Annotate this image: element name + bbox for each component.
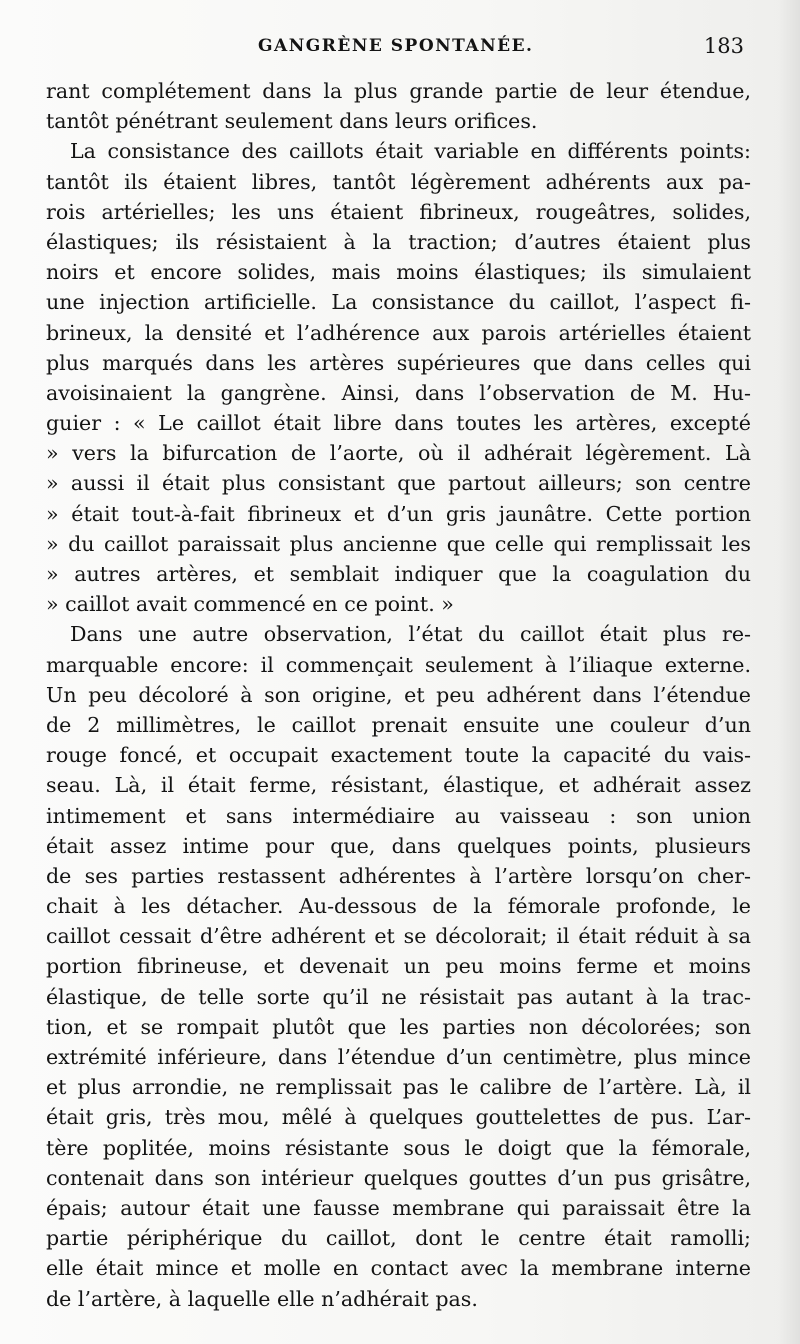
text-line: de l’artère, à laquelle elle n’adhérait pas.	[46, 1286, 478, 1311]
text-line: tantôt ils étaient libres, tantôt légèrement adhérents aux pa-	[46, 169, 751, 194]
text-line: rouge foncé, et occupait exactement toute la capacité du vais-	[46, 743, 751, 768]
page-number: 183	[703, 34, 744, 58]
text-line: de ses parties restassent adhérentes à l’artère lorsqu’on cher-	[46, 863, 751, 888]
page-edge-shadow	[778, 0, 800, 1344]
page-header	[46, 36, 746, 70]
text-line: était gris, très mou, mêlé à quelques gouttelettes de pus. L’ar-	[46, 1105, 751, 1130]
text-line: elle était mince et molle en contact avec la membrane interne	[46, 1256, 751, 1281]
text-line: de 2 millimètres, le caillot prenait ensuite une couleur d’un	[46, 712, 751, 737]
text-line: seau. Là, il était ferme, résistant, élastique, et adhérait assez	[46, 773, 751, 798]
text-line: une injection artificielle. La consistance du caillot, l’aspect fi-	[46, 290, 751, 315]
text-line: Dans une autre observation, l’état du caillot était plus re-	[70, 622, 751, 647]
text-line: avoisinaient la gangrène. Ainsi, dans l’observation de M. Hu-	[46, 380, 751, 405]
text-line: intimement et sans intermédiaire au vaisseau : son union	[46, 803, 751, 828]
text-line: contenait dans son intérieur quelques gouttes d’un pus grisâtre,	[46, 1165, 751, 1190]
text-line: épais; autour était une fausse membrane qui paraissait être la	[46, 1195, 751, 1220]
text-line: Un peu décoloré à son origine, et peu adhérent dans l’étendue	[46, 682, 751, 707]
text-line: tion, et se rompait plutôt que les parties non décolorées; son	[46, 1014, 751, 1039]
text-line: » du caillot paraissait plus ancienne que celle qui remplissait les	[46, 531, 751, 556]
text-line: extrémité inférieure, dans l’étendue d’un centimètre, plus mince	[46, 1045, 751, 1069]
text-line: caillot cessait d’être adhérent et se décolorait; il était réduit à sa	[46, 924, 751, 949]
text-line: était assez intime pour que, dans quelques points, plusieurs	[46, 833, 751, 858]
text-line: brineux, la densité et l’adhérence aux parois artérielles étaient	[46, 320, 751, 345]
text-line: » autres artères, et semblait indiquer que la coagulation du	[46, 562, 751, 586]
text-line: élastique, de telle sorte qu’il ne résistait pas autant à la trac-	[46, 984, 751, 1009]
text-line: et plus arrondie, ne remplissait pas le calibre de l’artère. Là, il	[46, 1075, 751, 1100]
text-line: tère poplitée, moins résistante sous le doigt que la fémorale,	[46, 1135, 751, 1160]
text-line: partie périphérique du caillot, dont le centre était ramolli;	[46, 1226, 751, 1251]
text-line: marquable encore: il commençait seulement à l’iliaque externe.	[46, 652, 751, 677]
text-line: guier : « Le caillot était libre dans toutes les artères, excepté	[46, 411, 751, 436]
text-line: plus marqués dans les artères supérieures que dans celles qui	[46, 350, 751, 375]
text-line: » aussi il était plus consistant que partout ailleurs; son centre	[46, 471, 751, 496]
text-line: noirs et encore solides, mais moins élastiques; ils simulaient	[46, 260, 751, 285]
text-line: chait à les détacher. Au-dessous de la fémorale profonde, le	[46, 894, 751, 919]
text-line: rant complétement dans la plus grande partie de leur étendue,	[46, 79, 751, 103]
text-line: élastiques; ils résistaient à la traction; d’autres étaient plus	[46, 229, 751, 254]
body-text	[46, 76, 751, 1314]
text-line: » était tout-à-fait fibrineux et d’un gris jaunâtre. Cette portion	[46, 501, 751, 526]
text-line: rois artérielles; les uns étaient fibrineux, rougeâtres, solides,	[46, 199, 751, 224]
running-title: GANGRÈNE SPONTANÉE.	[258, 36, 534, 56]
text-line: portion fibrineuse, et devenait un peu moins ferme et moins	[46, 954, 751, 979]
text-line: » caillot avait commencé en ce point. »	[46, 592, 454, 617]
text-line: La consistance des caillots était variable en différents points:	[70, 139, 751, 164]
text-line: » vers la bifurcation de l’aorte, où il adhérait légèrement. Là	[46, 441, 751, 466]
text-line: tantôt pénétrant seulement dans leurs orifices.	[46, 109, 538, 134]
